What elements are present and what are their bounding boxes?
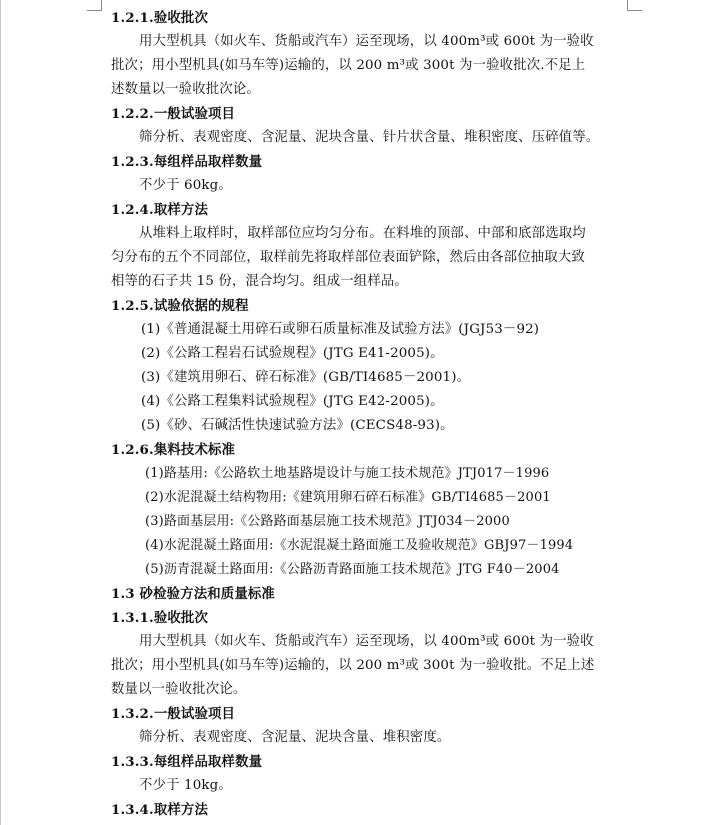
list-item: (4)《公路工程集料试验规程》(JTG E42-2005)。	[141, 394, 444, 409]
section-heading: 1.2.6.集料技术标准	[111, 442, 236, 458]
margin-corner-mark	[87, 0, 102, 11]
section-heading: 1.3.2.一般试验项目	[111, 706, 236, 722]
list-item: (2)《公路工程岩石试验规程》(JTG E41-2005)。	[141, 346, 444, 361]
list-item: (5)沥青混凝土路面用:《公路沥青路面施工技术规范》JTG F40－2004	[145, 562, 560, 577]
margin-corner-mark	[627, 0, 642, 11]
paragraph-line: 不少于 60kg。	[139, 178, 232, 193]
section-heading: 1.2.4.取样方法	[111, 202, 208, 218]
list-item: (5)《砂、石碱活性快速试验方法》(CECS48-93)。	[141, 418, 454, 433]
paragraph-line: 述数量以一验收批次论。	[111, 82, 260, 97]
section-heading: 1.2.2.一般试验项目	[111, 106, 236, 122]
section-heading: 1.3 砂检验方法和质量标准	[111, 586, 275, 602]
list-item: (3)《建筑用卵石、碎石标准》(GB/TI4685－2001)。	[141, 370, 471, 385]
paragraph-line: 筛分析、表观密度、含泥量、泥块含量、堆积密度。	[139, 730, 451, 745]
paragraph-line: 从堆料上取样时，取样部位应均匀分布。在料堆的顶部、中部和底部选取均	[139, 226, 586, 241]
paragraph-line: 不少于 10kg。	[139, 778, 232, 793]
list-item: (1)《普通混凝土用碎石或卵石质量标准及试验方法》(JGJ53－92)	[141, 322, 540, 337]
list-item: (2)水泥混凝土结构物用:《建筑用卵石碎石标准》GB/TI4685－2001	[145, 490, 551, 505]
section-heading: 1.3.1.验收批次	[111, 610, 208, 626]
list-item: (1)路基用:《公路软土地基路堤设计与施工技术规范》JTJ017－1996	[145, 466, 550, 481]
paragraph-line: 数量以一验收批次论。	[111, 682, 247, 697]
paragraph-line: 用大型机具（如火车、货船或汽车）运至现场，以 400m³或 600t 为一验收	[139, 34, 594, 49]
paragraph-line: 匀分布的五个不同部位，取样前先将取样部位表面铲除，然后由各部位抽取大致	[111, 250, 585, 265]
paragraph-line: 筛分析、表观密度、含泥量、泥块含量、针片状含量、堆积密度、压碎值等。	[139, 130, 600, 145]
list-item: (4)水泥混凝土路面用:《水泥混凝土路面施工及验收规范》GBJ97－1994	[145, 538, 574, 553]
paragraph-line: 批次；用小型机具(如马车等)运输的，以 200 m³或 300t 为一验收批。不足上述	[111, 658, 595, 673]
section-heading: 1.3.4.取样方法	[111, 802, 208, 818]
list-item: (3)路面基层用:《公路路面基层施工技术规范》JTJ034－2000	[145, 514, 510, 529]
paragraph-line: 批次；用小型机具(如马车等)运输的，以 200 m³或 300t 为一验收批次.不足上	[111, 58, 586, 73]
section-heading: 1.2.1.验收批次	[111, 10, 208, 26]
paragraph-line: 相等的石子共 15 份，混合均匀。组成一组样品。	[111, 274, 408, 289]
section-heading: 1.2.5.试验依据的规程	[111, 298, 249, 314]
section-heading: 1.3.3.每组样品取样数量	[111, 754, 263, 770]
section-heading: 1.2.3.每组样品取样数量	[111, 154, 263, 170]
paragraph-line: 用大型机具（如火车、货船或汽车）运至现场，以 400m³或 600t 为一验收	[139, 634, 594, 649]
